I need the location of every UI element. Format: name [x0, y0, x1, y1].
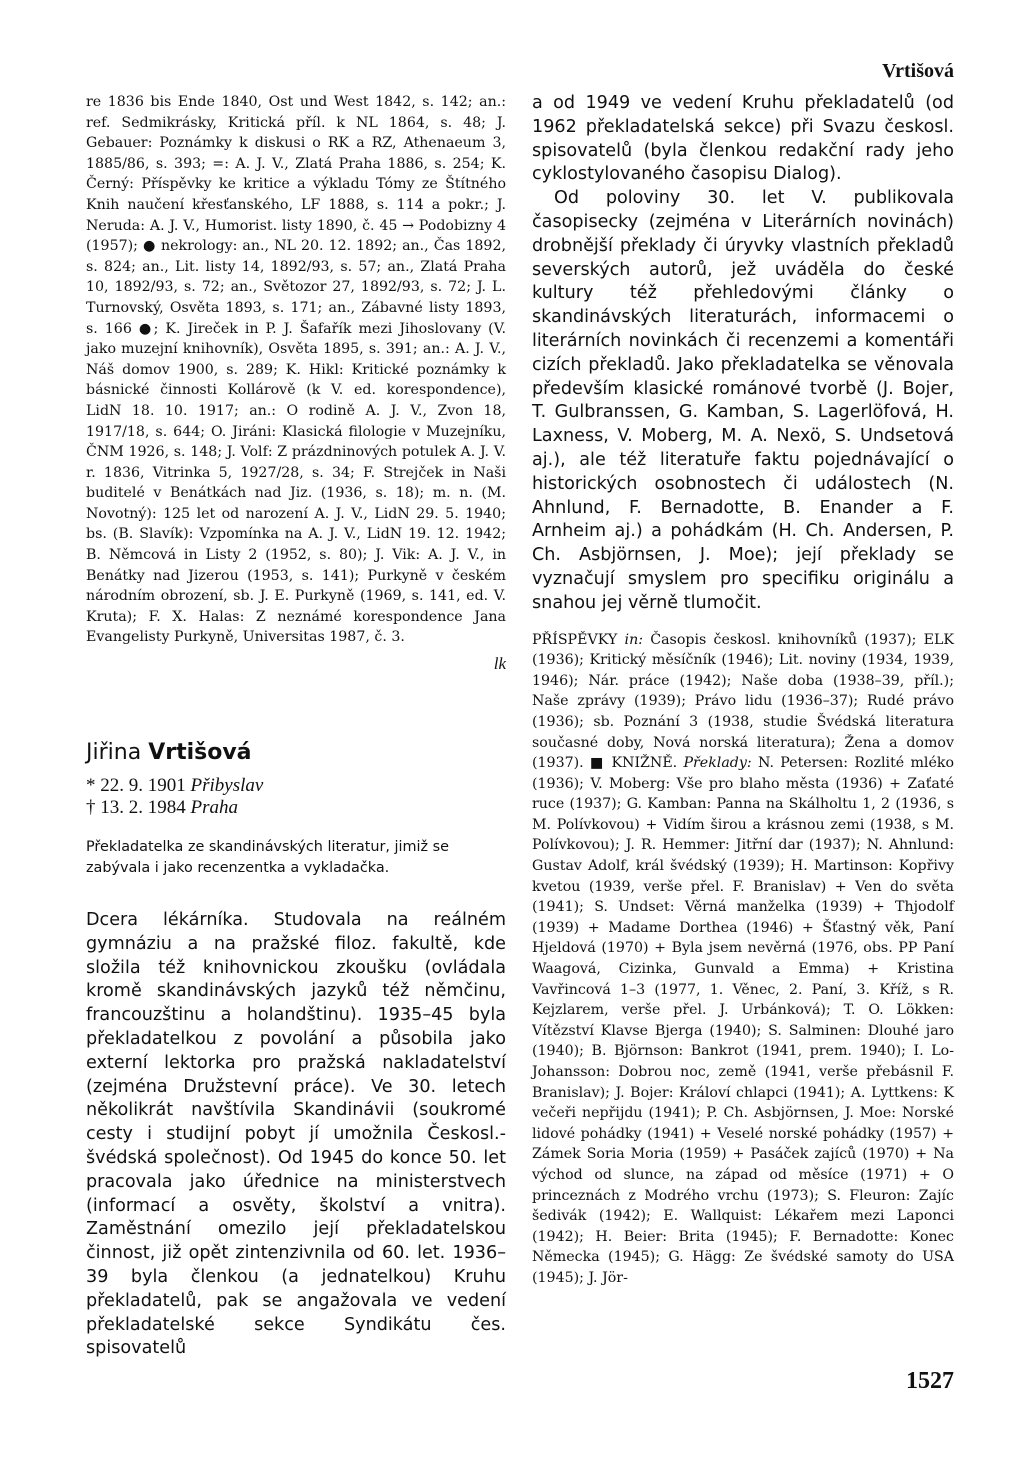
- birth-date: 22. 9. 1901: [100, 775, 186, 797]
- bibliography-section: [532, 630, 954, 1289]
- books-marker-icon: ■: [589, 755, 606, 772]
- entry-first-name: Jiřina: [86, 740, 142, 766]
- biography-paragraph-1-continued: a od 1949 ve vedení Kruhu překladatelů (od 1962 překladatelská sekce) při Svazu českosl. spisovatelů (byla členkou redakční rady jeho cyklostylovaného časopisu Dialog).: [532, 93, 954, 185]
- contributions-in: in:: [624, 631, 643, 648]
- death-line: [86, 797, 506, 819]
- death-date: 13. 2. 1984: [100, 797, 186, 819]
- page-number: 1527: [906, 1368, 954, 1394]
- biography-paragraph-2: Od poloviny 30. let V. publikovala časopisecky (zejména v Literárních novinách) drobnější překlady či úryvky vlastních překladů severských autorů, jež uváděla do české kultury též přehledovými články o skandinávských literaturách, informacemi o literárních novinkách či recenzemi a komentáři cizích překladů. Jako překladatelka se věnovala především klasické románové tvorbě (J. Bojer, T. Gulbranssen, G. Kamban, S. Lagerlöfová, H. Laxness, V. Moberg, M. A. Nexö, S. Undsetová aj.), ale též literatuře faktu pojednávající o historických osobnostech či událostech (N. Ahnlund, F. Bernadotte, B. Enander a F. Arnheim aj.) a pohádkám (H. Ch. Andersen, P. Ch. Asbjörnsen, J. Moe); její překlady se vyznačují smyslem pro specifiku originálu a snahou jej věrně tlumočit.: [532, 188, 954, 613]
- running-title: Vrtišová: [882, 60, 954, 82]
- entry-summary: Překladatelka ze skandinávských literatur, jimiž se zabývala i jako recenzentka a vykladačka.: [86, 839, 450, 877]
- contributions-text: Časopis českosl. knihovníků (1937); ELK (1936); Kritický měsíčník (1946); Lit. noviny (1934, 1939, 1946); Nár. práce (1942); Naše doba (1938–39, příl.); Naše zprávy (1939); Právo lidu (1936–37); Rudé právo (1936); sb. Poznání 3 (1938, studie Švédská literatura současné doby, Nová norská literatura); Žena a domov (1937).: [532, 631, 954, 772]
- translations-text: N. Petersen: Rozlité mléko (1936); V. Moberg: Vše pro blaho města (1936) + Zaťaté ruce (1937); G. Kamban: Panna na Skálholtu 1, 2 (1936, s M. Polívkovou) + Vidím širou a krásnou zemi (1938, s M. Polívkovou); J. R. Hemmer: Jitřní dar (1937); N. Ahnlund: Gustav Adolf, král švédský (1939); H. Martinson: Kopřivy kvetou (1939, verše přel. F. Branislav) + Ven do světa (1941); S. Undset: Věrná manželka (1939) + Thjodolf (1939) + Madame Dorthea (1946) + Šťastný věk, Paní Hjeldová (1970) + Byla jsem nevěrná (1976, obs. PP Paní Waagová, Cizinka, Gunvald a Emma) + Kristina Vavřincová 1–3 (1977, 1. Věnec, 2. Paní, 3. Kříž, s R. Kejzlarem, verše přel. J. Urbánková); T. O. Lökken: Vítězství Klavse Bjerga (1940); S. Salminen: Dlouhé jaro (1940); B. Björnson: Bankrot (1941, prem. 1940); I. Lo-Johansson: Dobrou noc, země (1941, verše přebásnil F. Branislav); J. Bojer: Královí chlapci (1941); A. Lyttkens: K večeři nepřijdu (1941); P. Ch. Asbjörnsen, J. Moe: Norské lidové pohádky (1941) + Veselé norské pohádky (1957) + Zámek Soria Moria (1959) + Pasáček zajíců (1970) + Na východ od slunce, na západ od měsíce (1971) + O princeznách z Modrého vrchu (1973); S. Fleuron: Zajíc šedivák (1942); E. Wallquist: Lékařem mezi Laponci (1942); H. Beier: Brita (1945); F. Bernadotte: Konec Německa (1945); G. Hägg: Ze švédské samoty do USA (1945); J. Jör-: [532, 755, 954, 1286]
- books-label: KNIŽNĚ.: [611, 755, 678, 772]
- entry-heading: [86, 740, 506, 765]
- previous-entry-literature: re 1836 bis Ende 1840, Ost und West 1842, s. 142; an.: ref. Sedmikrásky, Kritická příl. k NL 1864, s. 48; J. Gebauer: Poznámky k diskusi o RK a RZ, Athenaeum 3, 1885/86, s. 393; =: A. J. V., Zlatá Praha 1886, s. 254; K. Černý: Příspěvky ke kritice a výkladu Tómy ze Štítného Knih naučení křesťanského, LF 1888, s. 114 a pokr.; J. Neruda: A. J. V., Humorist. listy 1890, č. 45 → Podobizny 4 (1957); ● nekrology: an., NL 20. 12. 1892; an., Čas 1892, s. 824; an., Lit. listy 14, 1892/93, s. 57; an., Zlatá Praha 10, 1892/93, s. 72; an., Světozor 27, 1892/93, s. 72; J. L. Turnovský, Osvěta 1893, s. 171; an., Zábavné listy 1893, s. 166 ●; K. Jireček in P. J. Šafařík mezi Jihoslovany (V. jako muzejní knihovník), Osvěta 1895, s. 391; an.: A. J. V., Náš domov 1900, s. 289; K. Hikl: Kritické poznámky k básnické činnosti Kollárově (k V. ed. korespondence), LidN 18. 10. 1917; an.: O rodině A. J. V., Zvon 18, 1917/18, s. 644; O. Jiráni: Klasická filologie v Muzejníku, ČNM 1926, s. 148; J. Volf: Z prázdninových potulek A. J. V. r. 1836, Vitrinka 5, 1927/28, s. 34; F. Strejček in Naši buditelé v Benátkách nad Jiz. (1936, s. 18); m. n. (M. Novotný): 125 let od narození A. J. V., LidN 29. 5. 1940; bs. (B. Slavík): Vzpomínka na A. J. V., LidN 19. 12. 1942; B. Němcová in Listy 2 (1952, s. 80); J. Vik: A. J. V., in Benátky nad Jizerou (1953, s. 141); Purkyně v českém národním obrození, sb. J. E. Purkyně (1969, s. 141, ed. V. Kruta); F. X. Halas: Z neznámé korespondence Jana Evangelisty Purkyně, Universitas 1987, č. 3.: [86, 94, 506, 646]
- left-column: [86, 92, 506, 1361]
- contributions-label: PŘÍSPĚVKY: [532, 631, 618, 648]
- death-place: Praha: [190, 797, 238, 819]
- birth-line: [86, 775, 506, 797]
- right-column: [532, 92, 954, 1289]
- entry-surname: Vrtišová: [148, 740, 252, 766]
- author-signature: lk: [493, 654, 506, 674]
- translations-label: Překlady:: [683, 755, 752, 772]
- biography-paragraph-1: Dcera lékárníka. Studovala na reálném gymnáziu a na pražské filoz. fakultě, kde složila též knihovnickou zkoušku (ovládala kromě skandinávských jazyků též němčinu, francouzštinu a holandštinu). 1935–45 byla překladatelkou z povolání a působila jako externí lektorka pro pražská nakladatelství (zejména Družstevní práce). Ve 30. letech několikrát navštívila Skandinávii (soukromé cesty i studijní pobyt jí umožnila Českosl.-švédská společnost). Od 1945 do konce 50. let pracovala jako úřednice na ministerstvech (informací a osvěty, školství a vnitra). Zaměstnání omezilo její překladatelskou činnost, již opět zintenzivnila od 60. let. 1936–39 byla členkou (a jednatelkou) Kruhu překladatelů, pak se angažovala ve vedení překladatelské sekce Syndikátu čes. spisovatelů: [86, 910, 506, 1359]
- birth-place: Přibyslav: [190, 775, 264, 797]
- death-symbol: †: [86, 797, 96, 819]
- birth-symbol: *: [86, 775, 96, 797]
